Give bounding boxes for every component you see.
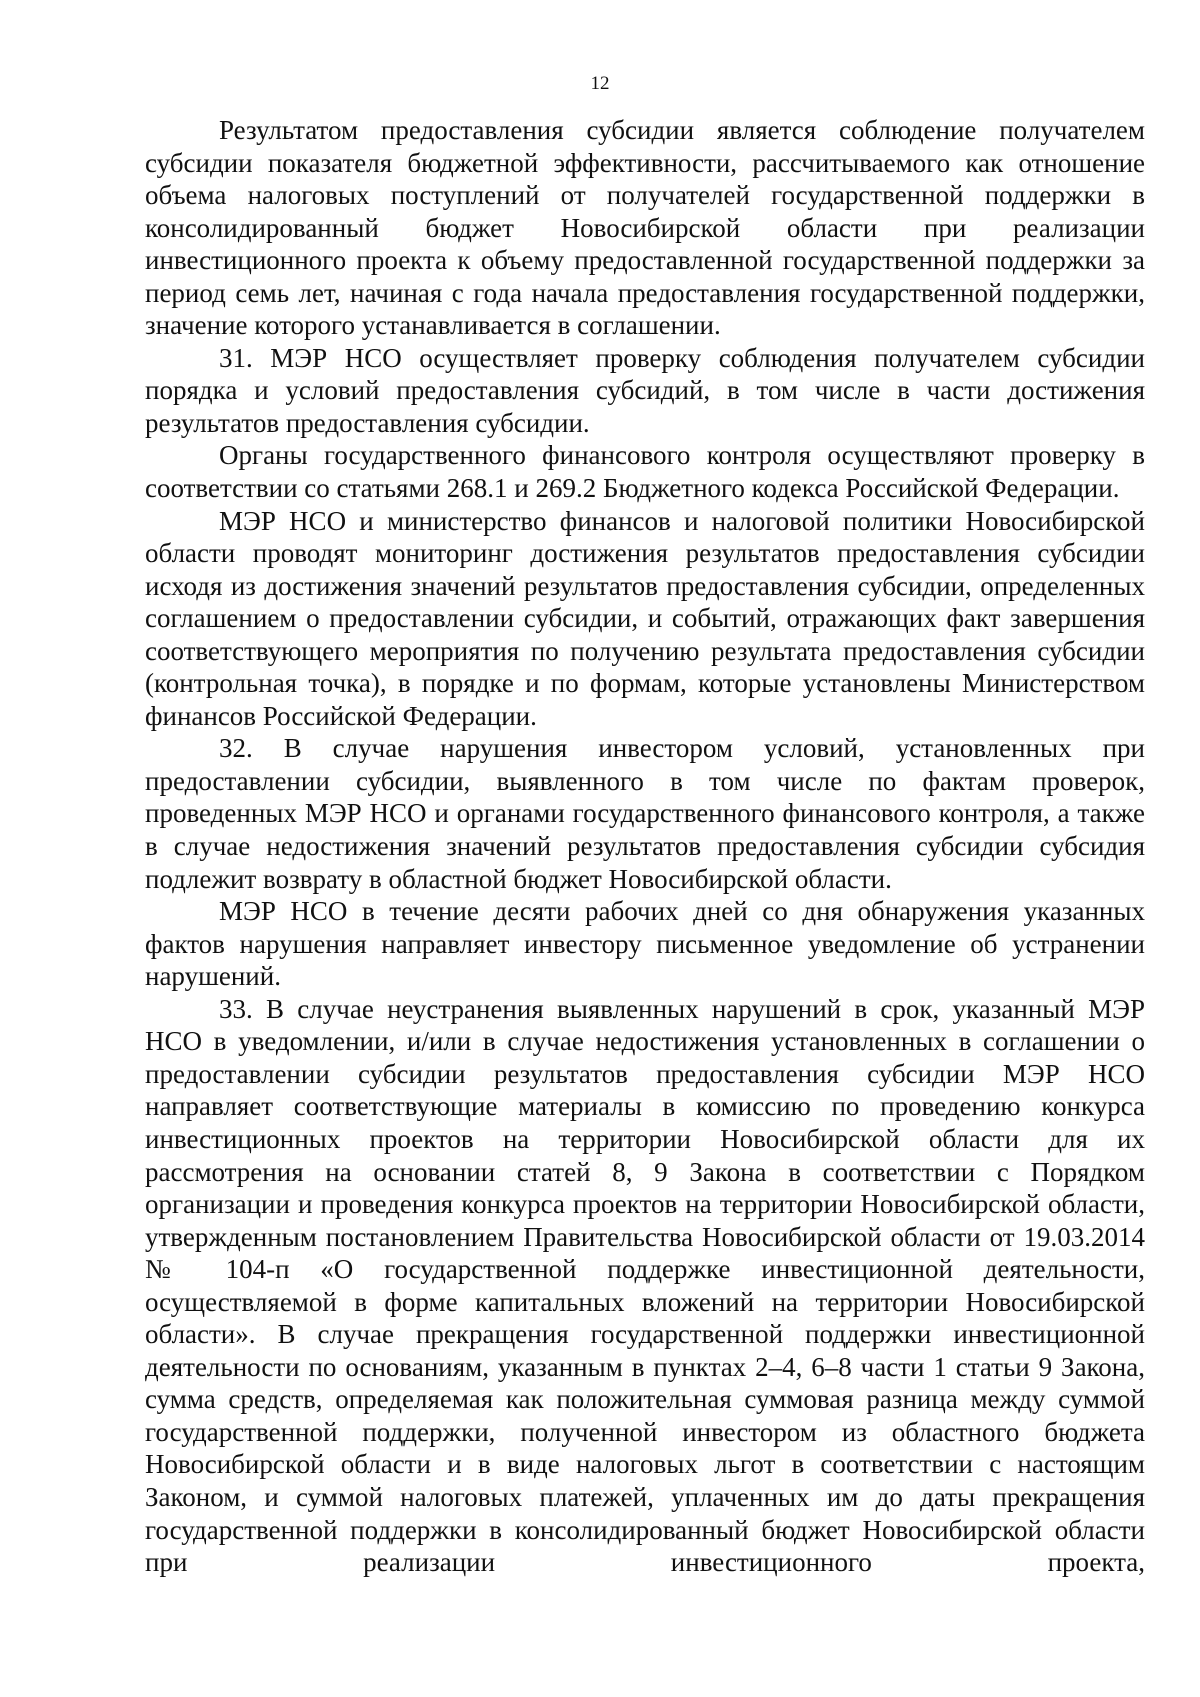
- paragraph-32-violation: 32. В случае нарушения инвестором условий, установленных при предоставлении субсидии, выявленного в том числе по фактам проверок, проведенных МЭР НСО и органами государственного финансового контроля, а также в случае недостижения значений результатов предоставления субсидии субсидия подлежит возврату в областной бюджет Новосибирской области.: [145, 733, 1145, 894]
- paragraph-notification: МЭР НСО в течение десяти рабочих дней со дня обнаружения указанных фактов нарушения направляет инвестору письменное уведомление об устранении нарушений.: [145, 896, 1145, 992]
- document-body: [145, 114, 1145, 1579]
- paragraph-financial-control: Органы государственного финансового контроля осуществляют проверку в соответствии со статьями 268.1 и 269.2 Бюджетного кодекса Российской Федерации.: [145, 440, 1145, 504]
- paragraph-31-verification: 31. МЭР НСО осуществляет проверку соблюдения получателем субсидии порядка и условий предоставления субсидий, в том числе в части достижения результатов предоставления субсидии.: [145, 342, 1145, 438]
- page-number: 12: [590, 73, 610, 94]
- paragraph-monitoring: МЭР НСО и министерство финансов и налоговой политики Новосибирской области проводят мониторинг достижения результатов предоставления субсидии исходя из достижения значений результатов предоставления субсидии, определенных соглашением о предоставлении субсидии, и событий, отражающих факт завершения соответствующего мероприятия по получению результата предоставления субсидии (контрольная точка), в порядке и по формам, которые установлены Министерством финансов Российской Федерации.: [145, 505, 1145, 731]
- paragraph-subsidy-result: Результатом предоставления субсидии является соблюдение получателем субсидии показателя бюджетной эффективности, рассчитываемого как отношение объема налоговых поступлений от получателей государственной поддержки в консолидированный бюджет Новосибирской области при реализации инвестиционного проекта к объему предоставленной государственной поддержки за период семь лет, начиная с года начала предоставления государственной поддержки, значение которого устанавливается в соглашении.: [145, 115, 1145, 341]
- paragraph-33-non-elimination: 33. В случае неустранения выявленных нарушений в срок, указанный МЭР НСО в уведомлении, и/или в случае недостижения установленных в соглашении о предоставлении субсидии результатов предоставления субсидии МЭР НСО направляет соответствующие материалы в комиссию по проведению конкурса инвестиционных проектов на территории Новосибирской области для их рассмотрения на основании статей 8, 9 Закона в соответствии с Порядком организации и проведения конкурса проектов на территории Новосибирской области, утвержденным постановлением Правительства Новосибирской области от 19.03.2014 № 104-п «О государственной поддержке инвестиционной деятельности, осуществляемой в форме капитальных вложений на территории Новосибирской области». В случае прекращения государственной поддержки инвестиционной деятельности по основаниям, указанным в пунктах 2–4, 6–8 части 1 статьи 9 Закона, сумма средств, определяемая как положительная суммовая разница между суммой государственной поддержки, полученной инвестором из областного бюджета Новосибирской области и в виде налоговых льгот в соответствии с настоящим Законом, и суммой налоговых платежей, уплаченных им до даты прекращения государственной поддержки в консолидированный бюджет Новосибирской области при реализации инвестиционного проекта,: [145, 993, 1145, 1578]
